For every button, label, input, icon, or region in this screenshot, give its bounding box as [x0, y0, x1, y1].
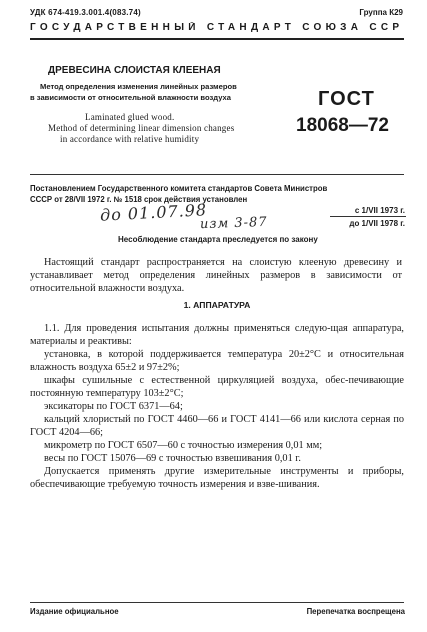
item-scales: весы по ГОСТ 15076—69 с точностью взвешивания 0,01 г. — [44, 453, 301, 464]
section-heading: 1. АППАРАТУРА — [183, 300, 251, 310]
title-rule — [30, 174, 404, 175]
gost-number: 18068—72 — [296, 115, 389, 136]
title-en-line-1: Laminated glued wood. — [85, 112, 175, 122]
item-micrometer: микрометр по ГОСТ 6507—60 с точностью измерения 0,01 мм; — [44, 440, 323, 451]
clause-1-1: 1.1. Для проведения испытания должны применяться следую-щая аппаратура, материалы и реактивы: — [30, 323, 404, 347]
gost-label: ГОСТ — [318, 88, 375, 110]
validity-to: до 1/VII 1978 г. — [349, 219, 405, 228]
legal-notice: Несоблюдение стандарта преследуется по закону — [118, 235, 318, 244]
item-desiccators: эксикаторы по ГОСТ 6371—64; — [44, 401, 183, 412]
title-en-line-3: in accordance with relative humidity — [60, 134, 200, 144]
decree-line-2: СССР от 28/VII 1972 г. № 1518 срок действия установлен — [30, 195, 248, 204]
decree-line-1: Постановлением Государственного комитета стандартов Совета Министров — [30, 184, 328, 193]
handwritten-amendment: изм 3-87 — [199, 214, 268, 233]
validity-from-underline — [330, 216, 406, 217]
subtitle-ru-line-2: в зависимости от относительной влажности воздуха — [30, 93, 231, 102]
header-rule — [30, 38, 404, 40]
udc-code: УДК 674-419.3.001.4(083.74) — [30, 8, 141, 17]
permission-paragraph: Допускается применять другие измерительные инструменты и приборы, обеспечивающие требуемую точность измерения и взве-шивания. — [30, 466, 404, 490]
footer-rule — [30, 602, 404, 603]
group-code: Группа К29 — [359, 8, 403, 17]
intro-paragraph: Настоящий стандарт распространяется на слоистую клееную древесину и устанавливает метод определения линейных размеров в зависимости от относительной влажности воздуха. — [30, 257, 402, 294]
handwritten-extension: до 01.07.98 — [99, 200, 208, 225]
subtitle-ru-line-1: Метод определения изменения линейных размеров — [40, 82, 237, 91]
title-en-line-2: Method of determining linear dimension changes — [48, 123, 235, 133]
item-drying-cabinets: шкафы сушильные с естественной циркуляцией воздуха, обес-печивающие постоянную температуру 103±2°С; — [30, 375, 404, 399]
validity-from: с 1/VII 1973 г. — [354, 206, 405, 215]
title-ru: ДРЕВЕСИНА СЛОИСТАЯ КЛЕЕНАЯ — [48, 65, 221, 76]
standard-banner: ГОСУДАРСТВЕННЫЙ СТАНДАРТ СОЮЗА ССР — [30, 22, 404, 33]
item-chemicals: кальций хлористый по ГОСТ 4460—66 и ГОСТ 4141—66 или кислота серная по ГОСТ 4204—66; — [30, 414, 404, 438]
reprint-prohibited: Перепечатка воспрещена — [306, 607, 405, 616]
official-edition: Издание официальное — [30, 607, 119, 616]
item-installation: установка, в которой поддерживается температура 20±2°С и относительная влажность воздуха 65±2 и 97±2%; — [30, 349, 404, 373]
